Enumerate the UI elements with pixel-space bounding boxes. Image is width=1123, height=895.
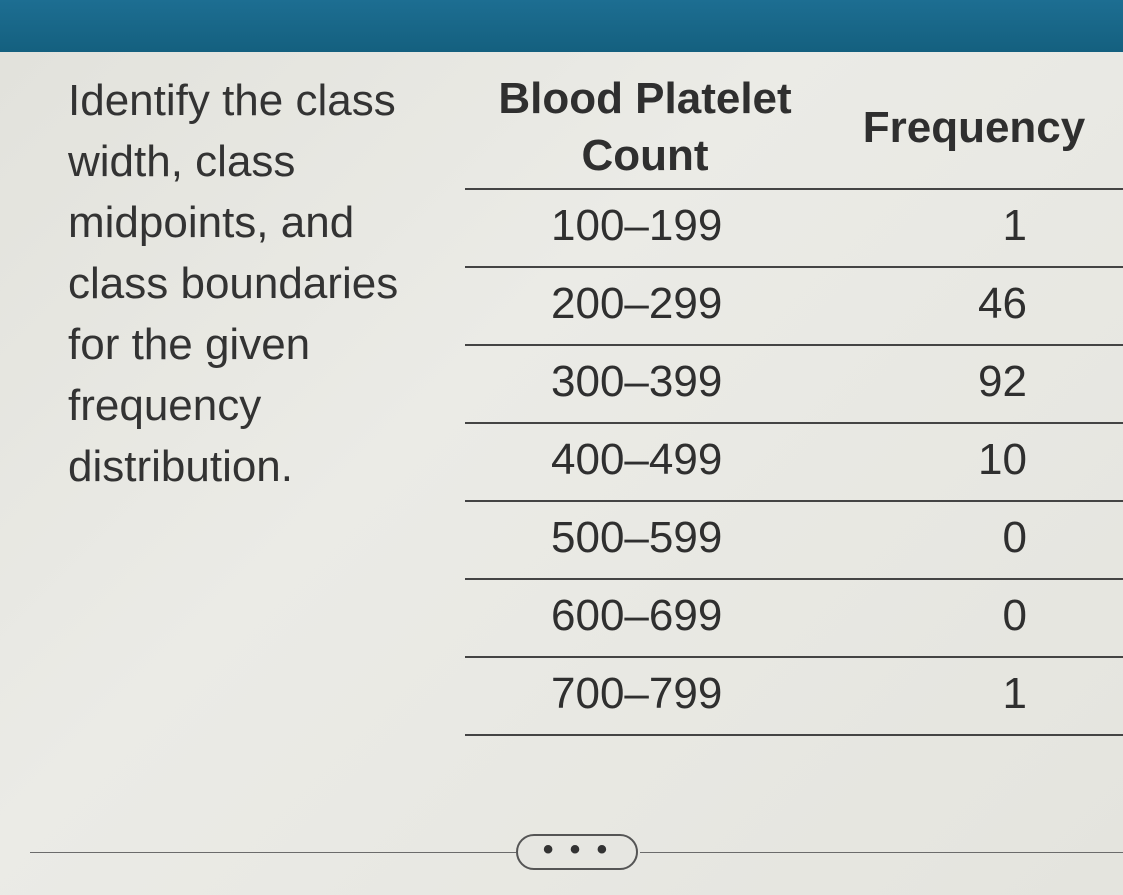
- frequency-cell: 0: [825, 579, 1123, 657]
- table-row: [465, 189, 1123, 267]
- frequency-table-container: [465, 68, 1123, 736]
- class-range-cell: 700–799: [465, 657, 825, 735]
- column-header-frequency: Frequency: [825, 68, 1123, 189]
- frequency-cell: 1: [825, 657, 1123, 735]
- class-range-cell: 100–199: [465, 189, 825, 267]
- divider-left: [30, 852, 516, 853]
- frequency-table: [465, 68, 1123, 736]
- table-row: [465, 423, 1123, 501]
- top-bar: [0, 0, 1123, 52]
- class-range-cell: 600–699: [465, 579, 825, 657]
- frequency-cell: 0: [825, 501, 1123, 579]
- table-row: [465, 267, 1123, 345]
- frequency-cell: 92: [825, 345, 1123, 423]
- frequency-cell: 1: [825, 189, 1123, 267]
- table-row: [465, 501, 1123, 579]
- table-row: [465, 345, 1123, 423]
- class-range-cell: 200–299: [465, 267, 825, 345]
- frequency-cell: 46: [825, 267, 1123, 345]
- column-header-count: Blood Platelet Count: [465, 68, 825, 189]
- table-row: [465, 657, 1123, 735]
- class-range-cell: 300–399: [465, 345, 825, 423]
- frequency-cell: 10: [825, 423, 1123, 501]
- question-text: Identify the class width, class midpoints, and class boundaries for the given frequency distribution.: [68, 76, 399, 491]
- table-row: [465, 579, 1123, 657]
- more-options-button[interactable]: • • •: [516, 834, 638, 870]
- class-range-cell: 400–499: [465, 423, 825, 501]
- class-range-cell: 500–599: [465, 501, 825, 579]
- table-header-row: [465, 68, 1123, 189]
- divider-right: [640, 852, 1123, 853]
